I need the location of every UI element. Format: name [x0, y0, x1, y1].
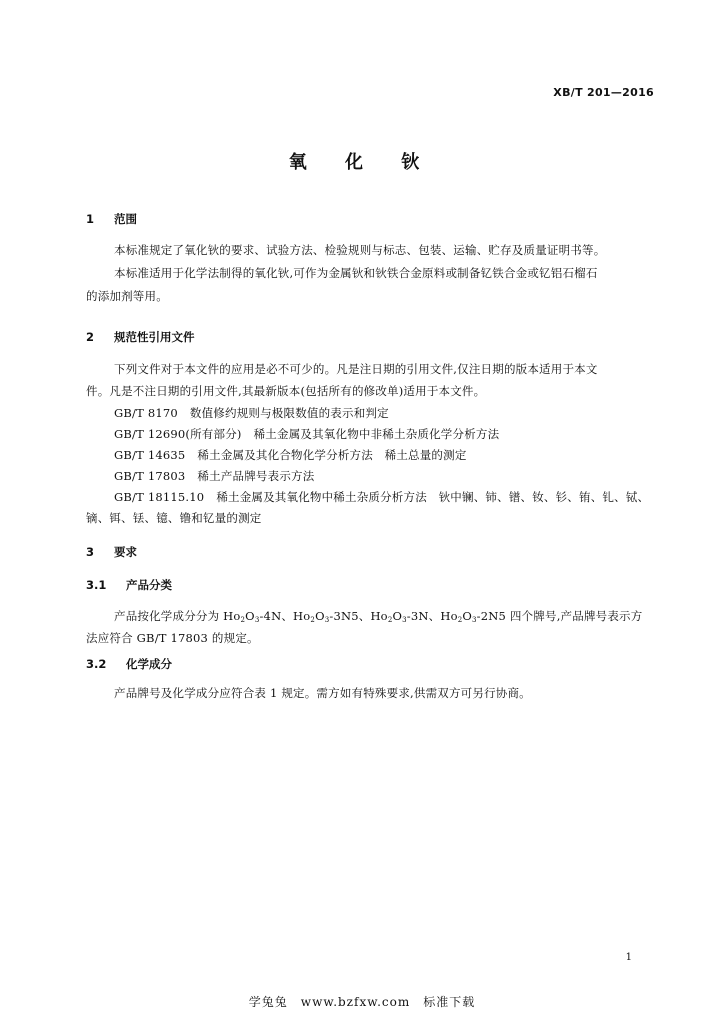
reference-title: 稀土产品牌号表示方法 [197, 469, 315, 483]
reference-title: 稀土金属及其氧化物中稀土杂质分析方法 钬中镧、铈、镨、钕、钐、铕、钆、铽、 [216, 490, 650, 504]
subsection-3-1-heading [86, 577, 172, 593]
text: Ho [223, 609, 241, 623]
reference-code: GB/T 12690(所有部分) [114, 427, 242, 441]
section-title: 范围 [114, 212, 137, 226]
subscript: 2 [310, 616, 316, 624]
grade-code [370, 609, 428, 623]
standard-code: XB/T 201—2016 [553, 86, 654, 99]
reference-continuation: 镝、铒、铥、镱、镥和钇量的测定 [86, 511, 262, 525]
subscript: 3 [254, 616, 260, 624]
paragraph-line: 件。凡是不注日期的引用文件,其最新版本(包括所有的修改单)适用于本文件。 [86, 384, 486, 398]
separator: 、 [428, 609, 441, 623]
paragraph-line [114, 606, 658, 630]
paragraph: 本标准规定了氧化钬的要求、试验方法、检验规则与标志、包装、运输、贮存及质量证明书等。 [114, 243, 606, 257]
section-number: 3 [86, 545, 95, 559]
subscript: 2 [240, 616, 246, 624]
grade-code [293, 609, 359, 623]
section-2-heading [86, 329, 195, 345]
reference-title: 稀土金属及其化合物化学分析方法 稀土总量的测定 [197, 448, 467, 462]
section-title: 规范性引用文件 [114, 330, 195, 344]
text: -4N [259, 609, 282, 623]
subsection-number: 3.2 [86, 657, 107, 671]
paragraph-line: 下列文件对于本文件的应用是必不可少的。凡是注日期的引用文件,仅注日期的版本适用于本文 [114, 362, 598, 376]
page-number: 1 [625, 952, 632, 963]
reference-title: 数值修约规则与极限数值的表示和判定 [189, 406, 389, 420]
subsection-number: 3.1 [86, 578, 107, 592]
reference-item [114, 445, 658, 465]
subscript: 2 [457, 616, 463, 624]
reference-item [114, 487, 658, 507]
reference-item [114, 424, 658, 444]
reference-code: GB/T 17803 [114, 469, 186, 483]
separator: 、 [281, 609, 294, 623]
grade-code [223, 609, 281, 623]
paragraph-line: 的添加剂等用。 [86, 289, 168, 303]
subsection-title: 化学成分 [126, 657, 172, 671]
subscript: 3 [472, 616, 477, 624]
reference-item [114, 466, 658, 486]
paragraph-line: 法应符合 GB/T 17803 的规定。 [86, 631, 259, 645]
reference-code: GB/T 18115.10 [114, 490, 205, 504]
section-1-heading [86, 211, 137, 227]
subsection-3-2-heading [86, 656, 172, 672]
subsection-title: 产品分类 [126, 578, 172, 592]
grade-code [440, 609, 506, 623]
separator: 、 [358, 609, 371, 623]
text: O [315, 609, 325, 623]
paragraph: 产品牌号及化学成分应符合表 1 规定。需方如有特殊要求,供需双方可另行协商。 [114, 686, 531, 700]
text: O [392, 609, 403, 623]
text: 四个牌号,产品牌号表示方 [506, 609, 643, 623]
document-title: 氧 化 钬 [288, 152, 436, 173]
reference-code: GB/T 8170 [114, 406, 178, 420]
watermark-footer: 学兔兔 www.bzfxw.com 标准下载 [248, 995, 476, 1009]
subscript: 3 [324, 616, 330, 624]
text: O [245, 609, 255, 623]
section-number: 2 [86, 330, 95, 344]
reference-title: 稀土金属及其氧化物中非稀土杂质化学分析方法 [253, 427, 500, 441]
subscript: 2 [387, 616, 393, 624]
text: 产品按化学成分分为 [114, 609, 224, 623]
text: Ho [440, 609, 458, 623]
text: -2N5 [476, 609, 507, 623]
paragraph-line: 本标准适用于化学法制得的氧化钬,可作为金属钬和钬铁合金原料或制备钇铁合金或钇铝石榴石 [114, 266, 598, 280]
text: Ho [293, 609, 311, 623]
section-3-heading [86, 544, 137, 560]
section-title: 要求 [114, 545, 137, 559]
section-number: 1 [86, 212, 95, 226]
text: -3N [406, 609, 429, 623]
text: O [462, 609, 472, 623]
text: -3N5 [329, 609, 359, 623]
reference-item [114, 403, 658, 423]
text: Ho [370, 609, 388, 623]
subscript: 3 [402, 616, 407, 624]
reference-code: GB/T 14635 [114, 448, 186, 462]
